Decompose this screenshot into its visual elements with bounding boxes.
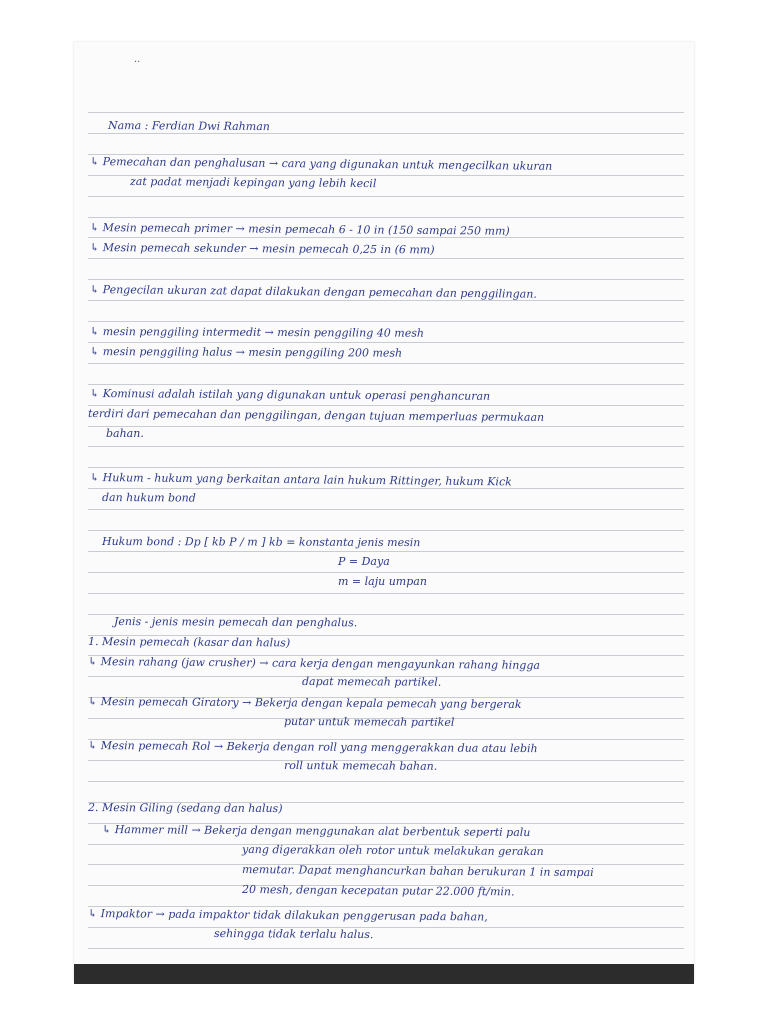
handwritten-line: ↳ Mesin pemecah primer → mesin pemecah 6 - 10 in (150 sampai 250 mm) bbox=[89, 221, 510, 238]
handwritten-line: ↳ mesin penggiling intermedit → mesin penggiling 40 mesh bbox=[89, 325, 425, 340]
handwritten-line: sehingga tidak terlalu halus. bbox=[213, 927, 374, 942]
handwritten-line: Jenis - jenis mesin pemecah dan penghalus. bbox=[113, 615, 358, 630]
notebook-page bbox=[74, 42, 694, 982]
handwritten-line: ↳ Hammer mill → Bekerja dengan menggunakan alat berbentuk seperti palu bbox=[101, 823, 531, 839]
handwritten-line: dan hukum bond bbox=[101, 491, 196, 505]
ruled-line bbox=[88, 593, 684, 594]
ruled-line bbox=[88, 530, 684, 531]
ruled-line bbox=[88, 948, 684, 949]
handwritten-line: Nama : Ferdian Dwi Rahman bbox=[107, 119, 270, 134]
handwritten-line: 1. Mesin pemecah (kasar dan halus) bbox=[87, 635, 291, 650]
handwritten-line: ↳ Mesin pemecah Giratory → Bekerja dengan kepala pemecah yang bergerak bbox=[87, 695, 522, 712]
handwritten-line: P = Daya bbox=[338, 555, 390, 568]
ruled-line bbox=[88, 446, 684, 447]
handwritten-line: ↳ Impaktor → pada impaktor tidak dilakukan penggerusan pada bahan, bbox=[87, 907, 488, 924]
handwritten-line: ↳ Hukum - hukum yang berkaitan antara lain hukum Rittinger, hukum Kick bbox=[89, 471, 512, 489]
ruled-line bbox=[88, 112, 684, 113]
handwritten-line: Hukum bond : Dp [ kb P / m ] kb = konstanta jenis mesin bbox=[101, 535, 421, 550]
handwritten-line: zat padat menjadi kepingan yang lebih kecil bbox=[129, 175, 377, 191]
handwritten-line: ↳ Pengecilan ukuran zat dapat dilakukan dengan pemecahan dan penggilingan. bbox=[89, 283, 537, 301]
page-edge-shadow bbox=[74, 964, 694, 984]
handwritten-line: ↳ Mesin pemecah sekunder → mesin pemecah 0,25 in (6 mm) bbox=[89, 241, 435, 257]
handwritten-line: dapat memecah partikel. bbox=[301, 675, 442, 689]
handwritten-line: ↳ mesin penggiling halus → mesin penggiling 200 mesh bbox=[89, 345, 403, 360]
handwritten-line: m = laju umpan bbox=[338, 575, 427, 588]
handwritten-line: memutar. Dapat menghancurkan bahan berukuran 1 in sampai bbox=[241, 863, 594, 880]
handwritten-line: bahan. bbox=[106, 427, 144, 440]
ruled-line bbox=[88, 217, 684, 218]
handwritten-line: ↳ Pemecahan dan penghalusan → cara yang digunakan untuk mengecilkan ukuran bbox=[89, 155, 553, 173]
handwritten-line: terdiri dari pemecahan dan penggilingan, dengan tujuan memperluas permukaan bbox=[87, 407, 545, 424]
handwritten-line: 20 mesh, dengan kecepatan putar 22.000 ft/min. bbox=[241, 883, 515, 899]
handwritten-line: ↳ Mesin rahang (jaw crusher) → cara kerja dengan mengayunkan rahang hingga bbox=[87, 655, 541, 672]
header-mark: .. bbox=[134, 54, 141, 65]
handwritten-line: yang digerakkan oleh rotor untuk melakukan gerakan bbox=[241, 843, 544, 859]
handwritten-line: putar untuk memecah partikel bbox=[283, 715, 455, 729]
handwritten-line: ↳ Kominusi adalah istilah yang digunakan untuk operasi penghancuran bbox=[89, 387, 491, 403]
ruled-line bbox=[88, 781, 684, 782]
handwritten-line: 2. Mesin Giling (sedang dan halus) bbox=[87, 801, 283, 816]
handwritten-line: roll untuk memecah bahan. bbox=[283, 759, 438, 773]
handwritten-line: ↳ Mesin pemecah Rol → Bekerja dengan roll yang menggerakkan dua atau lebih bbox=[87, 739, 538, 756]
